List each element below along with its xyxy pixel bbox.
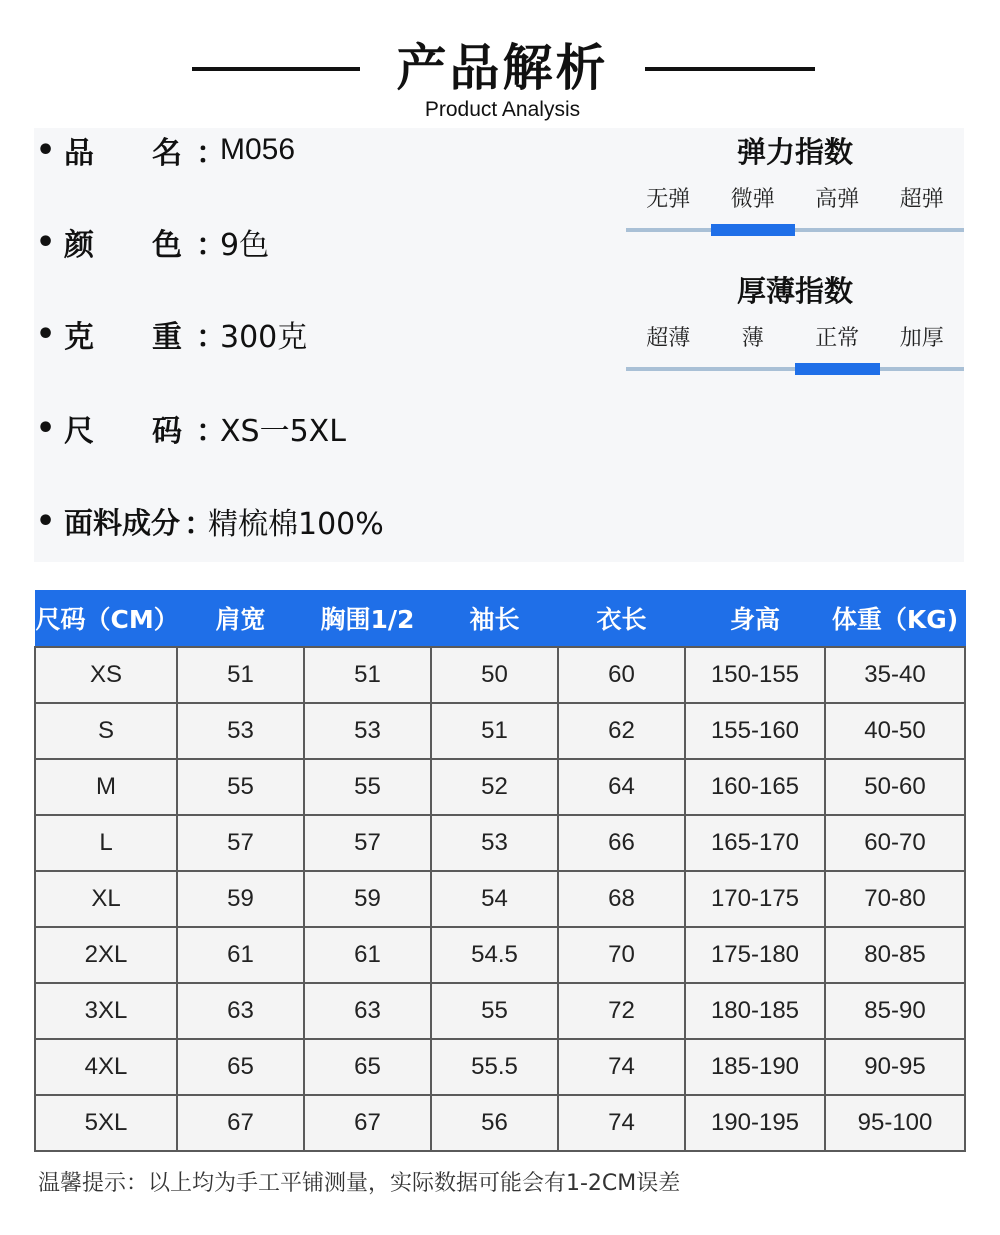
column-header: 肩宽 <box>177 591 304 647</box>
info-label-second-char: 色 <box>152 228 182 263</box>
table-cell: 180-185 <box>685 983 825 1039</box>
table-cell: 53 <box>431 815 558 871</box>
info-colon: ： <box>196 228 226 263</box>
table-cell: 90-95 <box>825 1039 965 1095</box>
measurement-note: 温馨提示：以上均为手工平铺测量，实际数据可能会有1-2CM误差 <box>38 1171 681 1196</box>
table-cell: 55 <box>431 983 558 1039</box>
thickness-selected-marker <box>795 363 880 375</box>
table-cell: 57 <box>304 815 431 871</box>
table-cell: 175-180 <box>685 927 825 983</box>
page-title: 产品解析 <box>396 39 609 97</box>
table-cell: 40-50 <box>825 703 965 759</box>
column-header: 袖长 <box>431 591 558 647</box>
table-cell: XS <box>35 647 177 703</box>
table-cell: 66 <box>558 815 685 871</box>
table-cell: 150-155 <box>685 647 825 703</box>
column-header: 身高 <box>685 591 825 647</box>
table-cell: 170-175 <box>685 871 825 927</box>
size-table-body <box>35 647 965 1151</box>
table-row <box>35 1095 965 1151</box>
table-cell: 65 <box>304 1039 431 1095</box>
table-cell: 55.5 <box>431 1039 558 1095</box>
thickness-title: 厚薄指数 <box>736 274 853 308</box>
elasticity-scale-track <box>626 228 964 232</box>
info-label-first-char: 颜 <box>64 228 94 263</box>
table-cell: 2XL <box>35 927 177 983</box>
elasticity-level: 超弹 <box>899 187 944 212</box>
table-cell: 65 <box>177 1039 304 1095</box>
info-value-fabric: 精梳棉100% <box>208 507 384 542</box>
table-cell: 53 <box>177 703 304 759</box>
info-label-second-char: 重 <box>152 320 182 355</box>
info-colon: ： <box>184 507 214 542</box>
thickness-scale-track <box>626 367 964 371</box>
table-row <box>35 983 965 1039</box>
table-row <box>35 815 965 871</box>
info-colon: ： <box>196 136 226 171</box>
table-cell: 190-195 <box>685 1095 825 1151</box>
table-cell: 67 <box>304 1095 431 1151</box>
info-row-color <box>36 220 269 264</box>
info-row-fabric <box>36 499 384 543</box>
table-cell: 35-40 <box>825 647 965 703</box>
table-cell: 59 <box>304 871 431 927</box>
info-label-first-char: 品 <box>64 136 94 171</box>
size-table-header <box>35 591 965 647</box>
elasticity-title: 弹力指数 <box>736 135 853 169</box>
table-cell: 70-80 <box>825 871 965 927</box>
table-cell: L <box>35 815 177 871</box>
column-header: 衣长 <box>558 591 685 647</box>
table-cell: 53 <box>304 703 431 759</box>
table-cell: 61 <box>304 927 431 983</box>
table-cell: 59 <box>177 871 304 927</box>
bullet: • <box>36 316 56 352</box>
table-cell: 85-90 <box>825 983 965 1039</box>
table-cell: 54 <box>431 871 558 927</box>
table-cell: 68 <box>558 871 685 927</box>
column-header: 尺码（CM） <box>35 591 177 647</box>
title-divider-right <box>645 67 815 71</box>
table-cell: 63 <box>177 983 304 1039</box>
thickness-level: 超薄 <box>646 326 691 351</box>
table-cell: 3XL <box>35 983 177 1039</box>
info-value-color: 9色 <box>220 228 270 263</box>
info-colon: ： <box>196 320 226 355</box>
table-cell: 60-70 <box>825 815 965 871</box>
table-row <box>35 703 965 759</box>
info-value-name: M056 <box>220 133 296 166</box>
table-cell: 67 <box>177 1095 304 1151</box>
table-cell: 50-60 <box>825 759 965 815</box>
size-table <box>34 590 966 1152</box>
title-divider-left <box>192 67 360 71</box>
table-cell: 51 <box>177 647 304 703</box>
table-row <box>35 871 965 927</box>
table-cell: 55 <box>177 759 304 815</box>
page-subtitle: Product Analysis <box>424 98 581 121</box>
table-cell: 95-100 <box>825 1095 965 1151</box>
table-cell: S <box>35 703 177 759</box>
info-row-weight <box>36 312 307 356</box>
table-cell: 62 <box>558 703 685 759</box>
column-header: 胸围1/2 <box>304 591 431 647</box>
table-row <box>35 759 965 815</box>
info-colon: ： <box>196 414 226 449</box>
table-cell: 54.5 <box>431 927 558 983</box>
info-label-first-char: 尺 <box>64 414 94 449</box>
info-value-size: XS一5XL <box>220 414 346 449</box>
bullet: • <box>36 410 56 446</box>
table-cell: 63 <box>304 983 431 1039</box>
table-row <box>35 647 965 703</box>
table-cell: 64 <box>558 759 685 815</box>
info-label-first-char: 克 <box>64 320 94 355</box>
table-cell: 72 <box>558 983 685 1039</box>
table-cell: 60 <box>558 647 685 703</box>
info-label-second-char: 名 <box>152 136 182 171</box>
table-cell: 51 <box>431 703 558 759</box>
table-cell: 5XL <box>35 1095 177 1151</box>
table-cell: 80-85 <box>825 927 965 983</box>
bullet: • <box>36 224 56 260</box>
table-cell: XL <box>35 871 177 927</box>
bullet: • <box>36 503 56 539</box>
table-cell: 61 <box>177 927 304 983</box>
column-header: 体重（KG) <box>825 591 965 647</box>
table-cell: 57 <box>177 815 304 871</box>
info-row-size <box>36 406 346 450</box>
table-cell: 160-165 <box>685 759 825 815</box>
info-row-name <box>36 128 295 172</box>
table-cell: M <box>35 759 177 815</box>
thickness-level: 正常 <box>815 326 860 351</box>
table-cell: 74 <box>558 1095 685 1151</box>
table-cell: 50 <box>431 647 558 703</box>
elasticity-level: 无弹 <box>646 187 691 212</box>
info-label-second-char: 码 <box>152 414 182 449</box>
elasticity-selected-marker <box>711 224 796 236</box>
table-cell: 51 <box>304 647 431 703</box>
info-value-weight: 300克 <box>220 320 308 355</box>
thickness-level: 加厚 <box>899 326 944 351</box>
elasticity-level: 高弹 <box>815 187 860 212</box>
thickness-level: 薄 <box>741 326 764 351</box>
thickness-scale-labels <box>626 321 964 352</box>
table-cell: 74 <box>558 1039 685 1095</box>
elasticity-level: 微弹 <box>730 187 775 212</box>
table-cell: 155-160 <box>685 703 825 759</box>
table-cell: 56 <box>431 1095 558 1151</box>
elasticity-scale-labels <box>626 182 964 213</box>
table-cell: 70 <box>558 927 685 983</box>
table-row <box>35 927 965 983</box>
bullet: • <box>36 132 56 168</box>
table-cell: 55 <box>304 759 431 815</box>
table-cell: 4XL <box>35 1039 177 1095</box>
info-label-fabric: 面料成分 <box>64 505 181 540</box>
table-cell: 165-170 <box>685 815 825 871</box>
table-row <box>35 1039 965 1095</box>
table-cell: 52 <box>431 759 558 815</box>
table-cell: 185-190 <box>685 1039 825 1095</box>
